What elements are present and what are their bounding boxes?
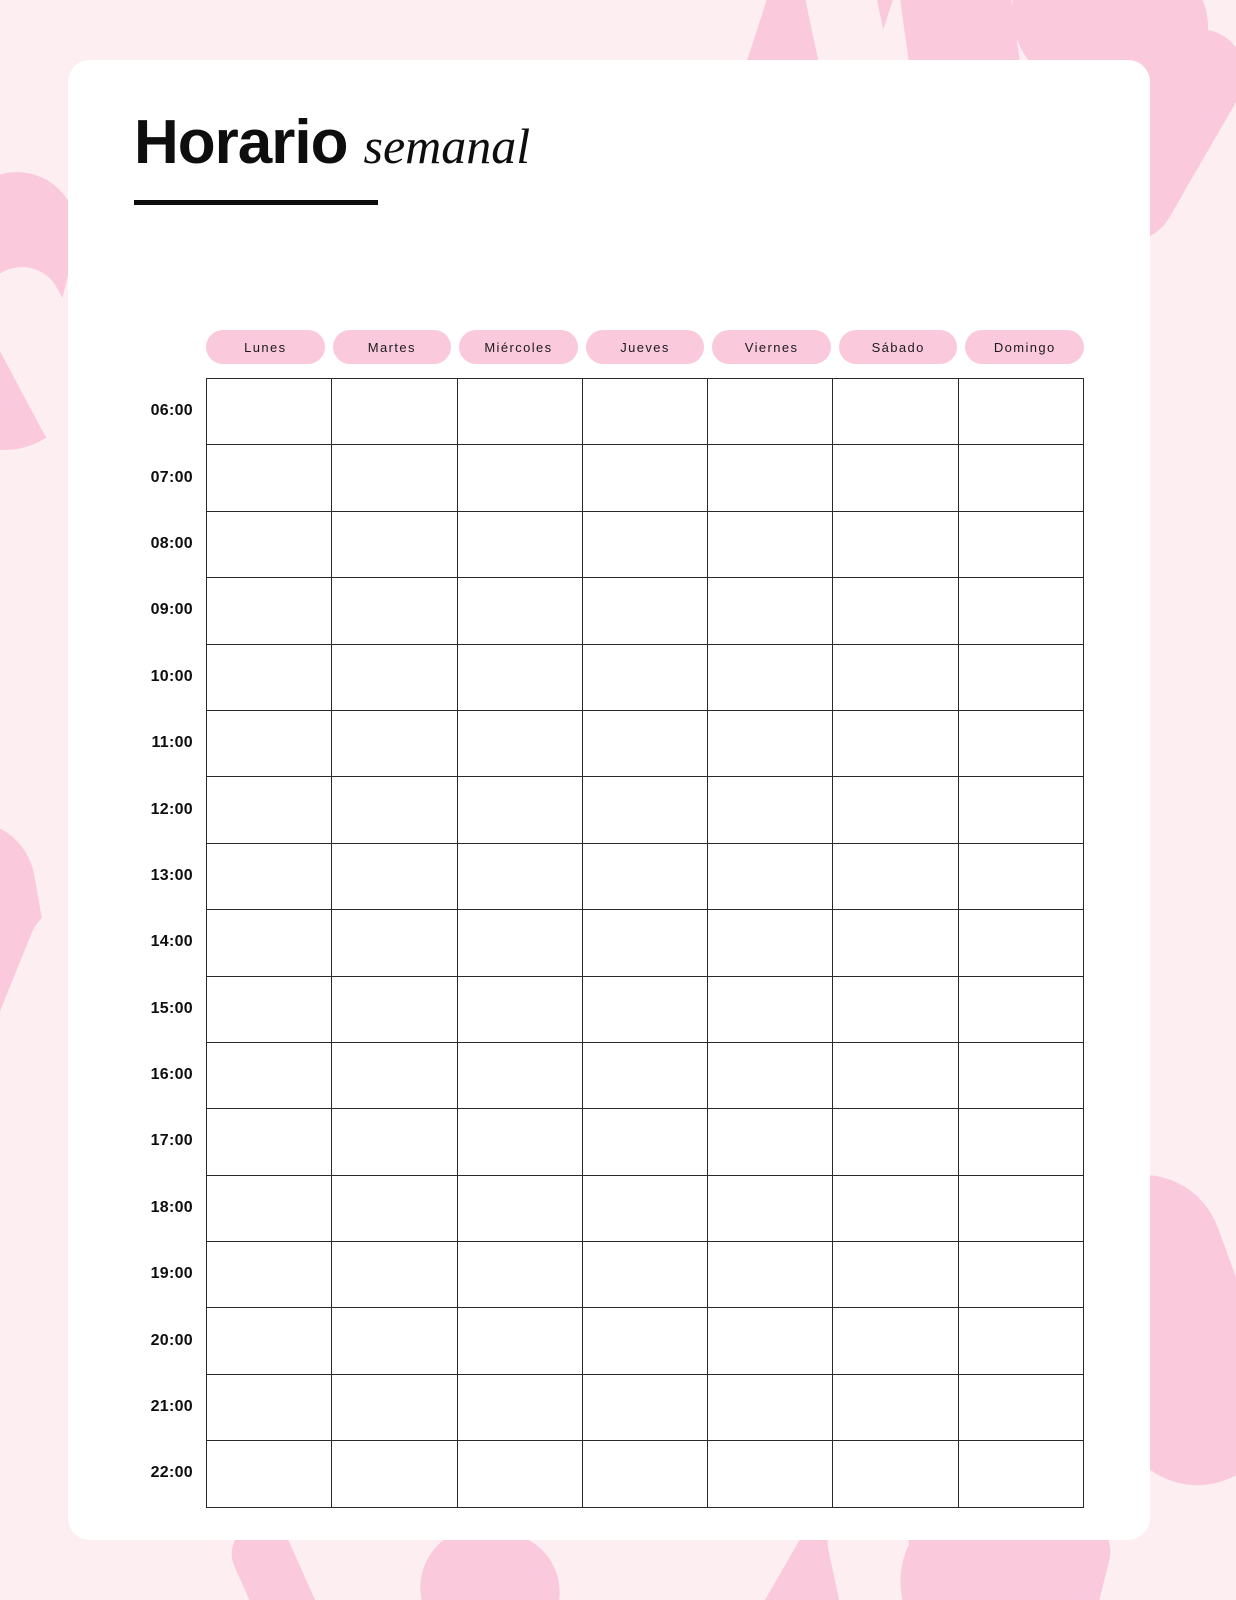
table-row — [207, 644, 1084, 710]
time-label: 21:00 — [150, 1398, 193, 1416]
schedule-cell[interactable] — [457, 710, 582, 776]
schedule-cell[interactable] — [833, 1441, 958, 1507]
time-label: 07:00 — [150, 468, 193, 486]
schedule-cell[interactable] — [207, 1109, 332, 1175]
schedule-cell[interactable] — [207, 976, 332, 1042]
schedule-cell[interactable] — [582, 843, 707, 909]
schedule-cell[interactable] — [457, 379, 582, 445]
schedule-cell[interactable] — [708, 843, 833, 909]
schedule-cell[interactable] — [958, 445, 1083, 511]
time-label: 08:00 — [150, 534, 193, 552]
time-label: 17:00 — [150, 1132, 193, 1150]
table-row — [207, 710, 1084, 776]
schedule-cell[interactable] — [207, 511, 332, 577]
schedule-cell[interactable] — [582, 1242, 707, 1308]
schedule-cell[interactable] — [582, 445, 707, 511]
schedule-cell[interactable] — [332, 511, 457, 577]
schedule-cell[interactable] — [207, 578, 332, 644]
schedule-cell[interactable] — [207, 379, 332, 445]
schedule-cell[interactable] — [457, 1441, 582, 1507]
table-row — [207, 976, 1084, 1042]
time-label: 22:00 — [150, 1464, 193, 1482]
schedule-cell[interactable] — [708, 777, 833, 843]
schedule-cell[interactable] — [332, 1042, 457, 1108]
schedule-cell[interactable] — [708, 445, 833, 511]
schedule-cell[interactable] — [332, 1242, 457, 1308]
schedule-cell[interactable] — [457, 445, 582, 511]
schedule-cell[interactable] — [833, 578, 958, 644]
schedule-cell[interactable] — [833, 1374, 958, 1440]
schedule-cell[interactable] — [958, 379, 1083, 445]
schedule-cell[interactable] — [833, 1242, 958, 1308]
schedule-cell[interactable] — [332, 379, 457, 445]
schedule-cell[interactable] — [457, 1374, 582, 1440]
time-label: 18:00 — [150, 1198, 193, 1216]
time-label: 09:00 — [150, 601, 193, 619]
schedule-cell[interactable] — [457, 976, 582, 1042]
schedule-cell[interactable] — [833, 644, 958, 710]
page-title — [134, 108, 531, 205]
schedule-cell[interactable] — [457, 1308, 582, 1374]
schedule-cell[interactable] — [582, 1109, 707, 1175]
schedule-cell[interactable] — [207, 1175, 332, 1241]
day-header-row — [206, 330, 1084, 364]
schedule-cell[interactable] — [332, 644, 457, 710]
schedule-cell[interactable] — [207, 644, 332, 710]
schedule-cell[interactable] — [332, 445, 457, 511]
table-row — [207, 445, 1084, 511]
schedule-cell[interactable] — [958, 843, 1083, 909]
table-row — [207, 1042, 1084, 1108]
schedule-cell[interactable] — [332, 710, 457, 776]
day-header-martes: Martes — [333, 330, 452, 364]
schedule-cell[interactable] — [207, 1308, 332, 1374]
table-row — [207, 578, 1084, 644]
schedule-cell[interactable] — [833, 1175, 958, 1241]
time-label: 19:00 — [150, 1265, 193, 1283]
schedule-cell[interactable] — [457, 1175, 582, 1241]
day-header-miercoles: Miércoles — [459, 330, 578, 364]
schedule-cell[interactable] — [708, 578, 833, 644]
schedule-cell[interactable] — [582, 1374, 707, 1440]
schedule-cell[interactable] — [582, 578, 707, 644]
schedule-cell[interactable] — [833, 777, 958, 843]
schedule-cell[interactable] — [457, 644, 582, 710]
time-label: 13:00 — [150, 866, 193, 884]
schedule-cell[interactable] — [332, 976, 457, 1042]
schedule-cell[interactable] — [833, 379, 958, 445]
schedule-cell[interactable] — [833, 511, 958, 577]
table-row — [207, 1441, 1084, 1507]
schedule-cell[interactable] — [708, 1374, 833, 1440]
day-header-lunes: Lunes — [206, 330, 325, 364]
schedule-cell[interactable] — [582, 777, 707, 843]
schedule-cell[interactable] — [708, 379, 833, 445]
schedule-cell[interactable] — [582, 644, 707, 710]
schedule-cell[interactable] — [582, 1441, 707, 1507]
time-label: 06:00 — [150, 402, 193, 420]
schedule-cell[interactable] — [833, 445, 958, 511]
schedule-cell[interactable] — [207, 777, 332, 843]
schedule-cell[interactable] — [708, 976, 833, 1042]
table-row — [207, 1308, 1084, 1374]
schedule-cell[interactable] — [708, 1175, 833, 1241]
schedule-cell[interactable] — [332, 777, 457, 843]
table-row — [207, 379, 1084, 445]
schedule-cell[interactable] — [332, 578, 457, 644]
schedule-cell[interactable] — [833, 843, 958, 909]
schedule-cell[interactable] — [958, 1109, 1083, 1175]
schedule-cell[interactable] — [708, 1242, 833, 1308]
schedule-cell[interactable] — [833, 1109, 958, 1175]
schedule-cell[interactable] — [958, 1242, 1083, 1308]
page-title-main: Horario — [134, 108, 348, 177]
schedule-cell[interactable] — [582, 511, 707, 577]
schedule-cell[interactable] — [582, 379, 707, 445]
table-row — [207, 843, 1084, 909]
schedule-cell[interactable] — [582, 1175, 707, 1241]
schedule-cell[interactable] — [332, 1175, 457, 1241]
schedule-cell[interactable] — [582, 910, 707, 976]
schedule-cell[interactable] — [958, 777, 1083, 843]
schedule-cell[interactable] — [958, 710, 1083, 776]
schedule-cell[interactable] — [708, 710, 833, 776]
table-row — [207, 511, 1084, 577]
table-row — [207, 1242, 1084, 1308]
schedule-cell[interactable] — [958, 511, 1083, 577]
time-label-column — [134, 378, 206, 1508]
schedule-cell[interactable] — [708, 1109, 833, 1175]
schedule-cell[interactable] — [457, 777, 582, 843]
title-underline-divider — [134, 200, 378, 205]
schedule-cell[interactable] — [207, 843, 332, 909]
schedule-cell[interactable] — [457, 578, 582, 644]
schedule-cell[interactable] — [833, 910, 958, 976]
time-label: 11:00 — [151, 734, 193, 752]
schedule-cell[interactable] — [457, 910, 582, 976]
schedule-cell[interactable] — [708, 910, 833, 976]
weekly-schedule — [134, 330, 1084, 1508]
schedule-cell[interactable] — [582, 1042, 707, 1108]
schedule-cell[interactable] — [207, 1441, 332, 1507]
schedule-cell[interactable] — [958, 976, 1083, 1042]
schedule-cell[interactable] — [958, 1042, 1083, 1108]
schedule-cell[interactable] — [958, 910, 1083, 976]
schedule-cell[interactable] — [833, 976, 958, 1042]
schedule-table-body — [207, 379, 1084, 1508]
schedule-cell[interactable] — [708, 1042, 833, 1108]
schedule-cell[interactable] — [582, 976, 707, 1042]
schedule-cell[interactable] — [457, 1042, 582, 1108]
schedule-grid-wrapper — [134, 378, 1084, 1508]
time-label: 10:00 — [150, 667, 193, 685]
schedule-cell[interactable] — [332, 1308, 457, 1374]
schedule-cell[interactable] — [958, 578, 1083, 644]
table-row — [207, 777, 1084, 843]
schedule-cell[interactable] — [958, 1374, 1083, 1440]
day-header-jueves: Jueves — [586, 330, 705, 364]
time-label: 12:00 — [150, 800, 193, 818]
schedule-cell[interactable] — [708, 1441, 833, 1507]
table-row — [207, 1175, 1084, 1241]
schedule-cell[interactable] — [833, 1042, 958, 1108]
day-header-sabado: Sábado — [839, 330, 958, 364]
schedule-cell[interactable] — [207, 710, 332, 776]
schedule-cell[interactable] — [958, 1441, 1083, 1507]
time-label: 20:00 — [150, 1331, 193, 1349]
schedule-cell[interactable] — [332, 910, 457, 976]
schedule-cell[interactable] — [332, 1374, 457, 1440]
time-label: 16:00 — [150, 1066, 193, 1084]
schedule-cell[interactable] — [332, 1109, 457, 1175]
schedule-cell[interactable] — [958, 1175, 1083, 1241]
schedule-cell[interactable] — [708, 644, 833, 710]
schedule-cell[interactable] — [332, 1441, 457, 1507]
time-label: 15:00 — [150, 999, 193, 1017]
time-label: 14:00 — [150, 933, 193, 951]
table-row — [207, 1109, 1084, 1175]
day-header-domingo: Domingo — [965, 330, 1084, 364]
schedule-cell[interactable] — [457, 843, 582, 909]
schedule-cell[interactable] — [833, 710, 958, 776]
table-row — [207, 910, 1084, 976]
schedule-cell[interactable] — [457, 1109, 582, 1175]
schedule-cell[interactable] — [708, 511, 833, 577]
schedule-cell[interactable] — [332, 843, 457, 909]
schedule-cell[interactable] — [958, 1308, 1083, 1374]
schedule-cell[interactable] — [833, 1308, 958, 1374]
schedule-cell[interactable] — [207, 910, 332, 976]
planner-sheet — [68, 60, 1150, 1540]
schedule-cell[interactable] — [207, 1374, 332, 1440]
page-title-sub: semanal — [363, 118, 531, 174]
schedule-cell[interactable] — [207, 445, 332, 511]
schedule-cell[interactable] — [207, 1242, 332, 1308]
schedule-cell[interactable] — [582, 710, 707, 776]
schedule-cell[interactable] — [958, 644, 1083, 710]
schedule-cell[interactable] — [207, 1042, 332, 1108]
schedule-cell[interactable] — [708, 1308, 833, 1374]
day-header-viernes: Viernes — [712, 330, 831, 364]
schedule-cell[interactable] — [457, 511, 582, 577]
schedule-cell[interactable] — [457, 1242, 582, 1308]
schedule-cell[interactable] — [582, 1308, 707, 1374]
schedule-table — [206, 378, 1084, 1508]
table-row — [207, 1374, 1084, 1440]
